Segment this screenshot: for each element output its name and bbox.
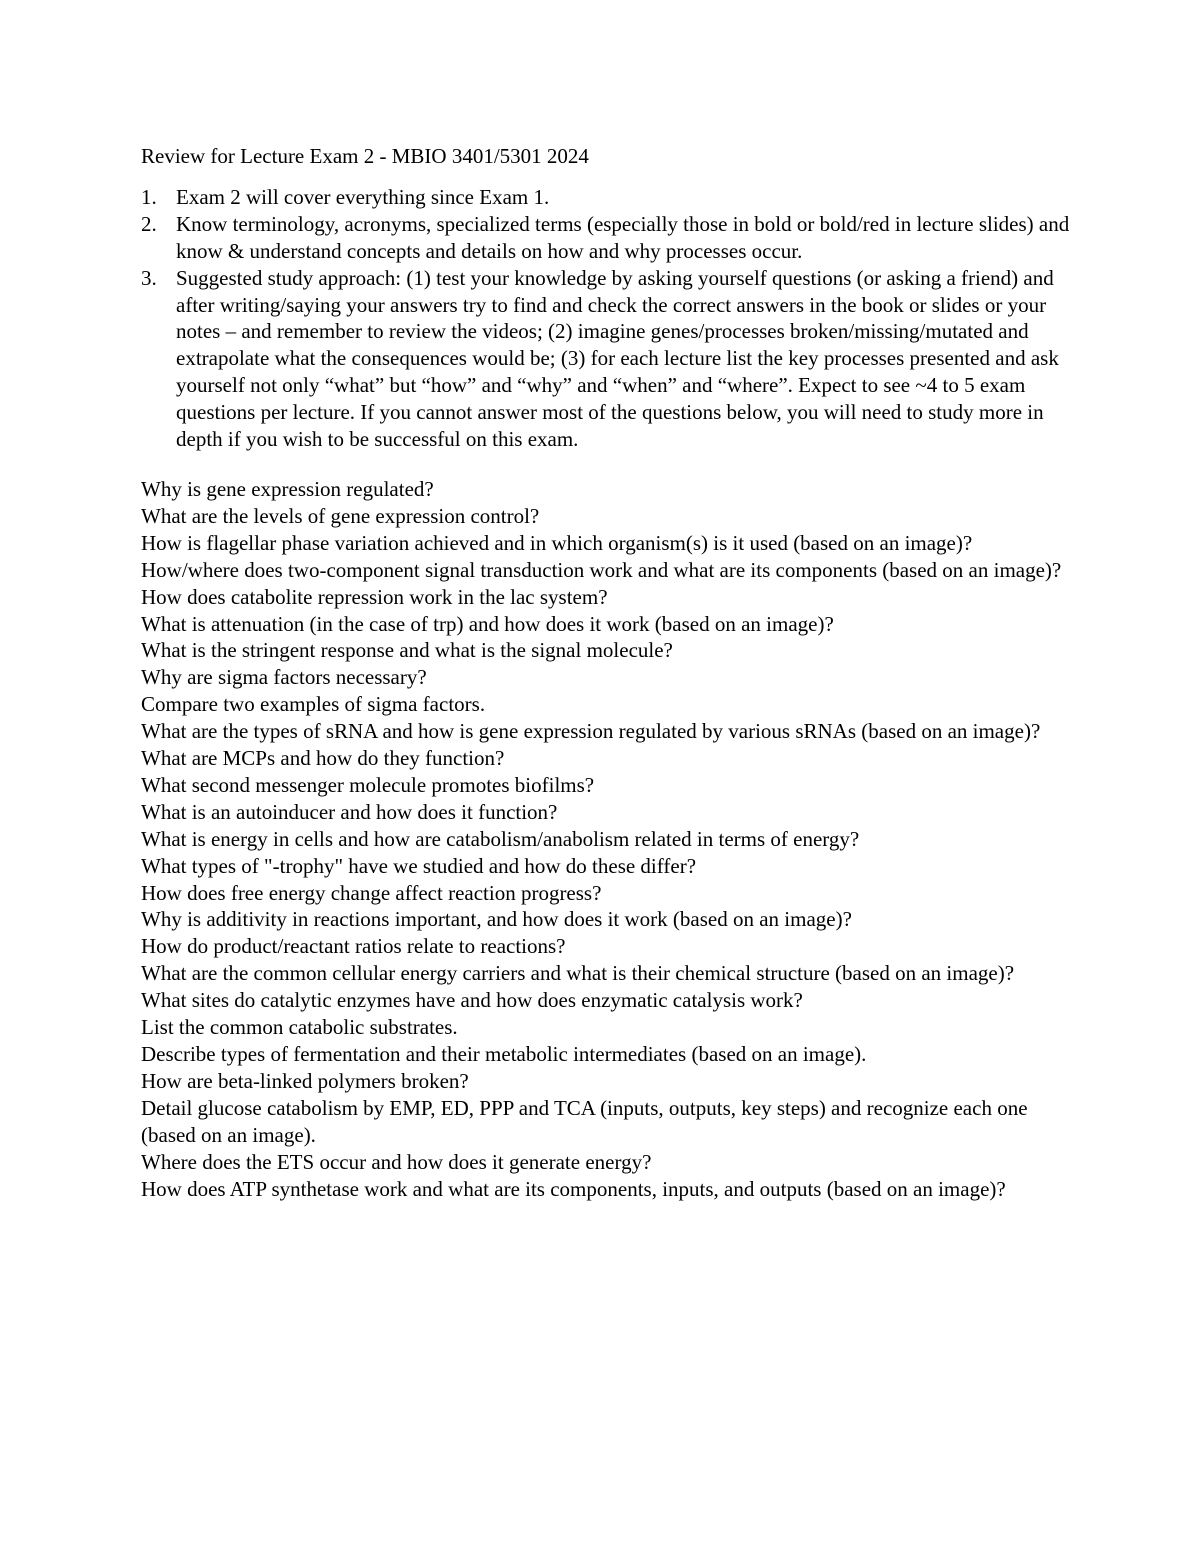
document-title: Review for Lecture Exam 2 - MBIO 3401/5301 2024 <box>141 144 589 168</box>
instruction-item <box>141 265 1071 453</box>
question-item: What are the common cellular energy carriers and what is their chemical structure (based on an image)? <box>141 961 1015 986</box>
question-item: Detail glucose catabolism by EMP, ED, PPP and TCA (inputs, outputs, key steps) and recognize each one (based on an image). <box>141 1095 1028 1147</box>
question-item: What are MCPs and how do they function? <box>141 746 505 771</box>
question-item: Why is gene expression regulated? <box>141 476 434 501</box>
question-item: What are the levels of gene expression control? <box>141 503 540 528</box>
question-item: How does free energy change affect reaction progress? <box>141 880 602 905</box>
instruction-item <box>141 211 1071 265</box>
question-item: How/where does two-component signal transduction work and what are its components (based on an image)? <box>141 557 1062 582</box>
instruction-number: 2. <box>141 211 157 236</box>
question-item: Where does the ETS occur and how does it generate energy? <box>141 1149 652 1174</box>
instruction-number: 3. <box>141 265 157 290</box>
question-item: How is flagellar phase variation achieved and in which organism(s) is it used (based on an image)? <box>141 530 973 555</box>
instruction-text: Exam 2 will cover everything since Exam 1. <box>176 184 550 209</box>
instruction-item <box>141 184 1071 211</box>
question-item: How are beta-linked polymers broken? <box>141 1068 469 1093</box>
question-item: How does catabolite repression work in the lac system? <box>141 584 608 609</box>
question-item: Describe types of fermentation and their metabolic intermediates (based on an image). <box>141 1042 867 1066</box>
question-item: Why are sigma factors necessary? <box>141 665 427 690</box>
question-item: Why is additivity in reactions important, and how does it work (based on an image)? <box>141 907 852 932</box>
questions-list <box>141 476 1071 1202</box>
instruction-text: Know terminology, acronyms, specialized terms (especially those in bold or bold/red in lecture slides) and know & understand concepts and details on how and why processes occur. <box>176 211 1070 263</box>
question-item: Compare two examples of sigma factors. <box>141 692 486 717</box>
question-item: What are the types of sRNA and how is gene expression regulated by various sRNAs (based on an image)? <box>141 719 1041 744</box>
document-page <box>141 143 1071 1202</box>
question-item: What is attenuation (in the case of trp) and how does it work (based on an image)? <box>141 611 834 636</box>
instructions-list <box>141 184 1071 453</box>
question-item: List the common catabolic substrates. <box>141 1015 458 1040</box>
question-item: How does ATP synthetase work and what are its components, inputs, and outputs (based on an image)? <box>141 1176 1006 1201</box>
question-item: What is an autoinducer and how does it function? <box>141 799 558 824</box>
question-item: What is the stringent response and what is the signal molecule? <box>141 638 673 663</box>
instruction-text: Suggested study approach: (1) test your knowledge by asking yourself questions (or asking a friend) and after writing/saying your answers try to find and check the correct answers in the book or slides or your notes – and remember to review the videos; (2) imagine genes/processes broken/missing/mutated and extrapolate what the consequences would be; (3) for each lecture list the key processes presented and ask yourself not only “what” but “how” and “why” and “when” and “where”. Expect to see ~4 to 5 exam questions per lecture. If you cannot answer most of the questions below, you will need to study more in depth if you wish to be successful on this exam. <box>176 265 1059 452</box>
question-item: What sites do catalytic enzymes have and how does enzymatic catalysis work? <box>141 988 803 1013</box>
question-item: What second messenger molecule promotes biofilms? <box>141 772 595 797</box>
instruction-number: 1. <box>141 184 157 209</box>
question-item: What types of "-trophy" have we studied and how do these differ? <box>141 853 697 878</box>
question-item: How do product/reactant ratios relate to reactions? <box>141 934 566 959</box>
question-item: What is energy in cells and how are catabolism/anabolism related in terms of energy? <box>141 826 860 851</box>
